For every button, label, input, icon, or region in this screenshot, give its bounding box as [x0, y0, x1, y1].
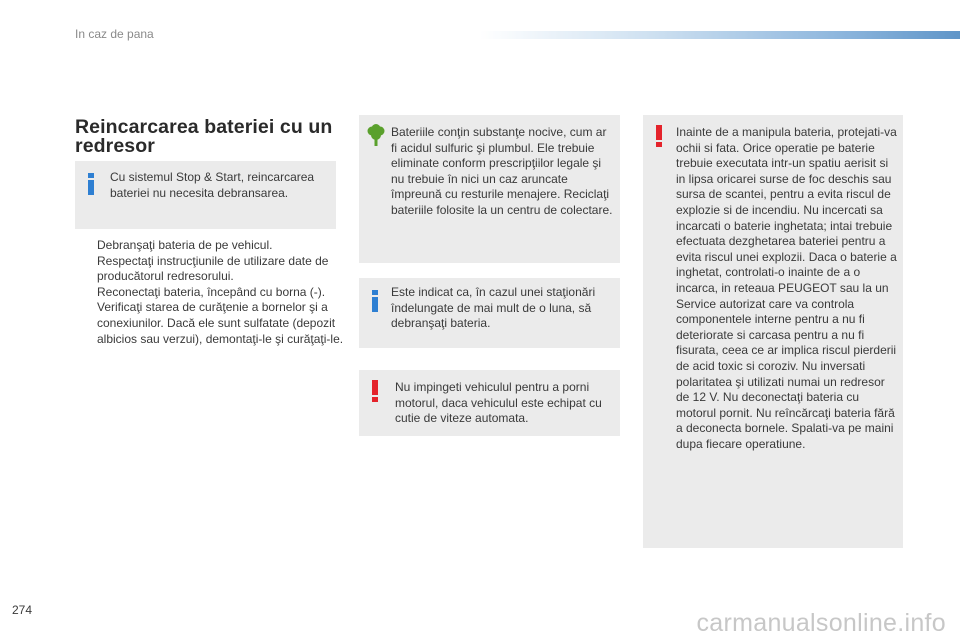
- info-box-long-parking: [359, 278, 620, 348]
- page-title: Reincarcarea bateriei cu un redresor: [75, 116, 333, 157]
- info-box-text: Cu sistemul Stop & Start, reincarcarea bateriei nu necesita debransarea.: [110, 170, 315, 200]
- step-text: Debranşaţi bateria de pe vehicul.: [97, 238, 273, 252]
- page-number: 274: [12, 603, 33, 617]
- warning-box-text: Nu impingeti vehiculul pentru a porni motorul, daca vehiculul este echipat cu cutie de viteze automata.: [395, 380, 602, 426]
- eco-tree-icon: [367, 124, 385, 146]
- header-accent-bar: [480, 31, 960, 39]
- info-icon: [372, 290, 378, 312]
- step-item: [80, 300, 345, 347]
- info-icon: [88, 173, 94, 195]
- warning-icon: [656, 125, 662, 147]
- info-box-text: Este indicat ca, în cazul unei staţionări îndelungate de mai mult de o luna, să debranşaţi bateria.: [391, 285, 596, 331]
- warning-box-text: Inainte de a manipula bateria, protejati-va ochii si fata. Orice operatie pe baterie trebuie executata intr-un spatiu aerisit si in lipsa oricarei surse de foc deschis sau sursa de scantei, pentru a evita riscul de explozie si de incendiu. Nu incercati sa incarcati o baterie inghetata; intai trebuie efectuata dezghetarea bateriei pentru a evita riscul unei explozii. Daca o baterie a inghetat, controlati-o inainte de a o incarca, in reteaua PEUGEOT sau la un Service autorizat care va controla componentele interne pentru a nu fi deteriorate si carcasa pentru a nu fi fisurata, ceea ce ar implica riscul pierderii de acid toxic si coroziv. Nu inversati polaritatea şi utilizati numai un redresor de 12 V. Nu deconectaţi bateria cu motorul pornit. Nu reîncărcaţi bateria fără a deconecta bornele. Spalati-va pe maini dupa fiecare operatiune.: [676, 125, 897, 451]
- warning-icon: [372, 380, 378, 402]
- eco-box-recycling: [359, 115, 620, 263]
- eco-box-text: Bateriile conţin substanţe nocive, cum ar fi acidul sulfuric şi plumbul. Ele trebuie eliminate conform prescripţiilor legale şi nu trebuie în nici un caz aruncate împreună cu resturile menajere. Reciclaţi bateriile folosite la un centru de colectare.: [391, 125, 613, 217]
- info-box-stop-start: [75, 161, 336, 229]
- warning-box-push-start: [359, 370, 620, 436]
- step-text: Respectaţi instrucţiunile de utilizare date de producătorul redresorului.: [97, 253, 329, 284]
- step-text: Verificaţi starea de curăţenie a bornelor şi a conexiunilor. Dacă ele sunt sulfatate (depozit albicios sau verzui), demontaţi-le şi curăţaţi-le.: [97, 300, 344, 346]
- section-header: In caz de pana: [75, 27, 154, 41]
- steps-list: [80, 238, 345, 347]
- warning-box-safety: [643, 115, 903, 548]
- step-text: Reconectaţi bateria, începând cu borna (-).: [97, 284, 326, 299]
- step-item: [80, 238, 345, 254]
- watermark: carmanualsonline.info: [696, 609, 946, 637]
- step-item: [80, 285, 345, 301]
- step-item: [80, 254, 345, 285]
